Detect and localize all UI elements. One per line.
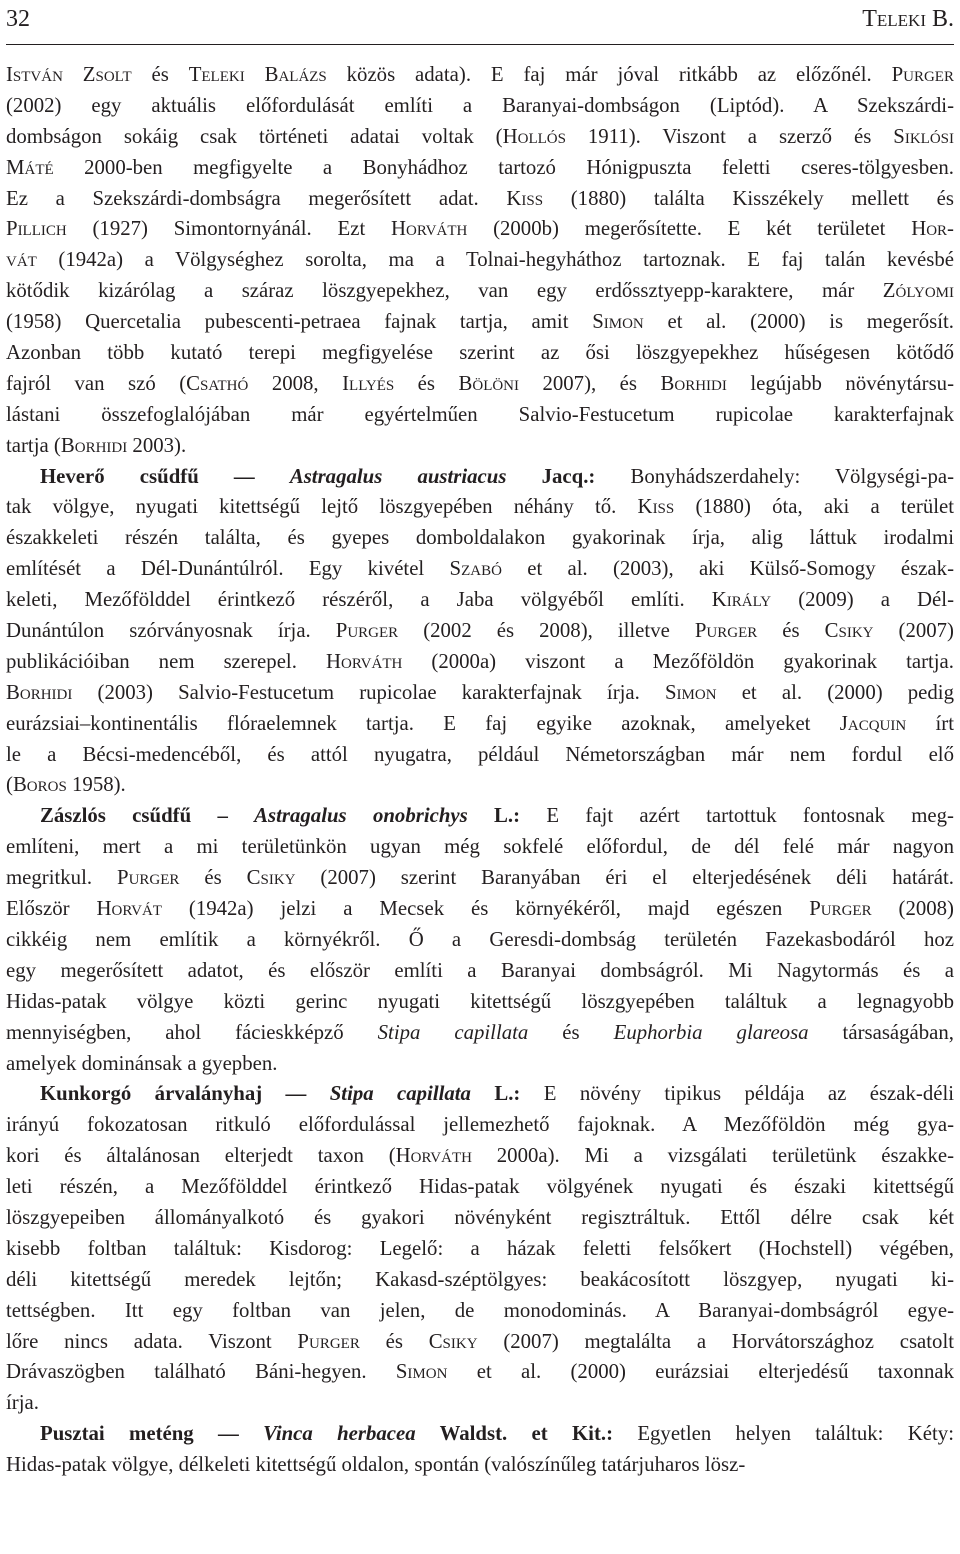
text-run: tak völgye, nyugati kitettségű lejtő löszgyepében néhány tő. [6,495,638,519]
text-run: et al. (2003), aki Külső-Somogy észak- [501,557,954,581]
text-run: keleti, Mezőfölddel érintkező részéről, a Jaba völgyéből említi. [6,588,712,612]
text-line [6,462,954,493]
text-line [6,1110,954,1141]
author-name: Purger [117,866,180,890]
running-head: Teleki B. [862,6,954,32]
text-run: (1880) találta Kisszékely mellett és [543,186,954,210]
text-run: et al. (2000) pedig [716,680,954,704]
text-line [6,431,954,462]
author-name: Hor- [911,217,954,241]
text-line [6,801,954,832]
text-run: (1880) óta, aki a terület [674,495,954,519]
page-header [6,4,954,44]
text-run: Kunkorgó árvalányhaj — [40,1082,330,1106]
author-name: Szabó [449,557,502,581]
text-line [6,307,954,338]
text-line [6,1265,954,1296]
text-run: 1911). Viszont a szerző és [565,124,894,148]
text-run: (1942a) a Völgységhez sorolta, ma a Tolnai-hegyháthoz tartoznak. E faj talán kevésbé [36,248,954,272]
author-name: Borhidi [60,433,128,457]
text-run: és [394,371,459,395]
text-run: Zászlós csűdfű – [40,804,255,828]
text-line [6,245,954,276]
text-run: fajról van szó ( [6,371,187,395]
text-line [6,1388,954,1419]
text-run: 2000a). Mi a vizsgálati területünk északke- [471,1144,954,1168]
text-run: Bonyhádszerdahely: Völgységi-pa- [595,464,954,488]
text-run: 2008, [248,371,343,395]
text-line [6,740,954,771]
text-run: (2007) megtalálta a Horvátországhoz csatolt [477,1329,954,1353]
author-name: Csiky [246,866,296,890]
author-name: Teleki Balázs [188,63,327,86]
author-name: Csiky [428,1329,478,1353]
author-name: Máté [6,155,54,179]
text-run: (2002) egy aktuális előfordulását említi a Baranyai-dombságon (Liptód). A Szekszárdi- [6,93,954,117]
paragraph [6,60,954,462]
text-run: déli kitettségű meredek lejtőn; Kakasd-széptölgyes: beakácosított löszgyep, nyugati ki- [6,1267,954,1291]
text-line [6,832,954,863]
text-run: Azonban több kutató terepi megfigyelése szerint az ősi löszgyepekhez hűségesen kötődő [6,341,954,365]
text-run: említését a Dél-Dunántúlról. Egy kivétel [6,557,450,581]
text-line [6,1327,954,1358]
text-run: és [757,619,825,643]
text-line [6,369,954,400]
text-line [6,1049,954,1080]
text-run: (2002 és 2008), illetve [398,619,695,643]
text-line [6,678,954,709]
text-run: Heverő csűdfű — [40,464,290,488]
text-run: írt [906,711,954,735]
text-line [6,1296,954,1327]
text-run: kori és általánosan elterjedt taxon ( [6,1144,396,1168]
text-line [6,1018,954,1049]
text-run: legújabb növénytársu- [726,371,954,395]
author-name: Horvát [96,897,162,921]
author-name: vát [6,248,37,272]
text-run: leti részén, a Mezőfölddel érintkező Hidas-patak völgyének nyugati és északi kitettségű [6,1175,954,1199]
text-run: E fajt azért tartottuk fontosnak meg- [520,804,954,828]
text-run: említeni, mert a mi területünkön ugyan még sokfelé előfordul, de dél felé már nagyon [6,835,954,859]
text-run: cikkéig nem említik a környékről. Ő a Geresdi-dombság területén Fazekasbodáról hoz [6,927,954,951]
text-run: kötődik kizárólag a száraz löszgyepekhez, van egy erdőssztyepp-karaktere, már [6,279,883,303]
author-name: Zólyomi [882,279,954,303]
text-run: kisebb foltban találtuk: Kisdorog: Legelő: a házak feletti felsőkert (Hochstell) végében, [6,1236,954,1260]
text-line [6,1172,954,1203]
text-line [6,1450,954,1481]
text-line [6,1234,954,1265]
text-run: irányú fokozatosan ritkuló előfordulással jellemezhető fajoknak. A Mezőföldön még gya- [6,1113,954,1137]
author-name: Siklósi [893,124,954,148]
text-run: 1958). [66,773,126,797]
text-run: L.: [470,1082,521,1106]
text-line [6,709,954,740]
text-line [6,400,954,431]
text-line [6,647,954,678]
text-run: (2000a) viszont a Mezőföldön gyakorinak tartja. [402,649,954,673]
text-run: eurázsiai–kontinentális flóraelemnek tartja. E faj egyike azoknak, amelyeket [6,711,840,735]
species-name: Astragalus austriacus [289,464,507,488]
text-run: (2003) Salvio-Festucetum rupicolae karakterfajnak írja. [72,680,665,704]
paragraph [6,462,954,802]
text-run: és [131,63,189,86]
text-run: 2003). [127,433,187,457]
text-line [6,863,954,894]
text-run: Drávaszögben található Báni-hegyen. [6,1360,396,1384]
text-line [6,492,954,523]
author-name: Boros [12,773,67,797]
text-run: Hidas-patak völgye közti gerinc nyugati kitettségű löszgyepében találtuk a legnagyobb [6,989,954,1013]
text-run: Waldst. et Kit.: [415,1422,614,1446]
text-run: amelyek dominánsak a gyepben. [6,1051,278,1075]
paragraph [6,801,954,1079]
author-name: Bölöni [458,371,520,395]
author-name: Horváth [395,1144,472,1168]
author-name: Simon [664,680,717,704]
text-run: L.: [467,804,521,828]
text-line [6,153,954,184]
text-line [6,554,954,585]
text-run: és [359,1329,429,1353]
text-run: et al. (2000) is megerősít. [643,310,954,334]
text-run: északkeleti részén találta, és gyepes domboldalakon gyakorinak írja, alig láttuk irodalmi [6,526,954,550]
text-line [6,1357,954,1388]
author-name: Purger [297,1329,360,1353]
text-line [6,184,954,215]
author-name: Purger [891,63,954,86]
text-run: (1927) Simontornyánál. Ezt [66,217,391,241]
author-name: Jacquin [839,711,907,735]
author-name: Kiss [506,186,544,210]
text-run: megritkul. [6,866,117,890]
author-name: Kiss [637,495,675,519]
text-line [6,770,954,801]
text-run: lőre nincs adata. Viszont [6,1329,298,1353]
paragraph [6,1419,954,1481]
page-number: 32 [6,6,30,32]
text-run: írja. [6,1391,39,1415]
author-name: Borhidi [6,680,73,704]
author-name: Pillich [6,217,67,241]
text-run: et al. (2000) eurázsiai elterjedésű taxonnak [447,1360,954,1384]
author-name: Simon [592,310,644,334]
text-run: E növény tipikus példája az észak-déli [520,1082,954,1106]
author-name: Csiky [824,619,874,643]
text-line [6,91,954,122]
text-line [6,214,954,245]
species-name: Vinca herbacea [263,1422,416,1446]
header-rule [6,44,954,45]
text-run: (2000b) megerősítette. E két területet [467,217,912,241]
author-name: Csathó [186,371,249,395]
text-line [6,523,954,554]
text-run: Hidas-patak völgye, délkeleti kitettségű oldalon, spontán (valószínűleg tatárjuharos lösz- [6,1453,746,1477]
text-line [6,1203,954,1234]
text-line [6,585,954,616]
author-name: Purger [809,897,872,921]
text-run: 2007), és [519,371,661,395]
author-name: Hollós [502,124,566,148]
text-run: (2007) [873,619,954,643]
text-line [6,987,954,1018]
text-run: (2009) a Dél- [771,588,954,612]
paragraph [6,1079,954,1419]
text-run: tettségben. Itt egy foltban van jelen, de monodominás. A Baranyai-dombságról egye- [6,1298,954,1322]
author-name: Simon [395,1360,448,1384]
text-run: Jacq.: [506,464,596,488]
text-run: publikációiban nem szerepel. [6,649,326,673]
text-run: le a Bécsi-medencéből, és attól nyugatra, például Németországban már nem fordul elő [6,742,954,766]
author-name: Purger [694,619,758,643]
text-run: Pusztai meténg — [40,1422,264,1446]
species-name: Euphorbia glareosa [613,1020,809,1044]
text-run: Ez a Szekszárdi-dombságra megerősített adat. [6,186,507,210]
text-run: (2008) [871,897,954,921]
text-line [6,122,954,153]
author-name: Horváth [326,649,403,673]
author-name: István Zsolt [6,63,132,86]
text-run: közös adata). E faj már jóval ritkább az előzőnél. [326,63,892,86]
text-run: mennyiségben, ahol fácieskképző [6,1020,378,1044]
text-line [6,338,954,369]
text-run: egy megerősített adatot, és először említi a Baranyai dombságról. Mi Nagytormás és a [6,958,954,982]
text-line [6,1419,954,1450]
text-run: dombságon sokáig csak történeti adatai voltak ( [6,124,503,148]
text-run: társaságában, [808,1020,954,1044]
text-run: (1942a) jelzi a Mecsek és környékéről, majd egészen [161,897,810,921]
author-name: Borhidi [660,371,727,395]
species-name: Astragalus onobrichys [254,804,468,828]
text-run: Egyetlen helyen találtuk: Kéty: [613,1422,954,1446]
species-name: Stipa capillata [329,1082,471,1106]
body-text [6,60,954,1481]
text-run: 2000-ben megfigyelte a Bonyhádhoz tartozó Hónigpuszta feletti cseres-tölgyesben. [53,155,954,179]
text-line [6,894,954,925]
text-run: ( [6,773,13,797]
species-name: Stipa capillata [377,1020,529,1044]
text-run: (2007) szerint Baranyában éri el elterjedésének déli határát. [295,866,954,890]
author-name: Király [711,588,772,612]
text-run: Először [6,897,97,921]
text-run: és [528,1020,614,1044]
text-run: (1958) Quercetalia pubescenti-petraea fajnak tartja, amit [6,310,593,334]
text-run: és [179,866,247,890]
text-line [6,925,954,956]
text-line [6,956,954,987]
text-run: löszgyepeiben állományalkotó és gyakori növényként regisztráltuk. Ettől délre csak két [6,1205,954,1229]
text-line [6,1079,954,1110]
text-run: lástani összefoglalójában már egyértelműen Salvio-Festucetum rupicolae karakterfajnak [6,402,954,426]
text-run: tartja ( [6,433,61,457]
author-name: Horváth [391,217,468,241]
text-line [6,60,954,91]
author-name: Illyés [342,371,395,395]
text-line [6,616,954,647]
text-line [6,276,954,307]
text-run: Dunántúlon szórványosnak írja. [6,619,336,643]
author-name: Purger [335,619,399,643]
text-line [6,1141,954,1172]
